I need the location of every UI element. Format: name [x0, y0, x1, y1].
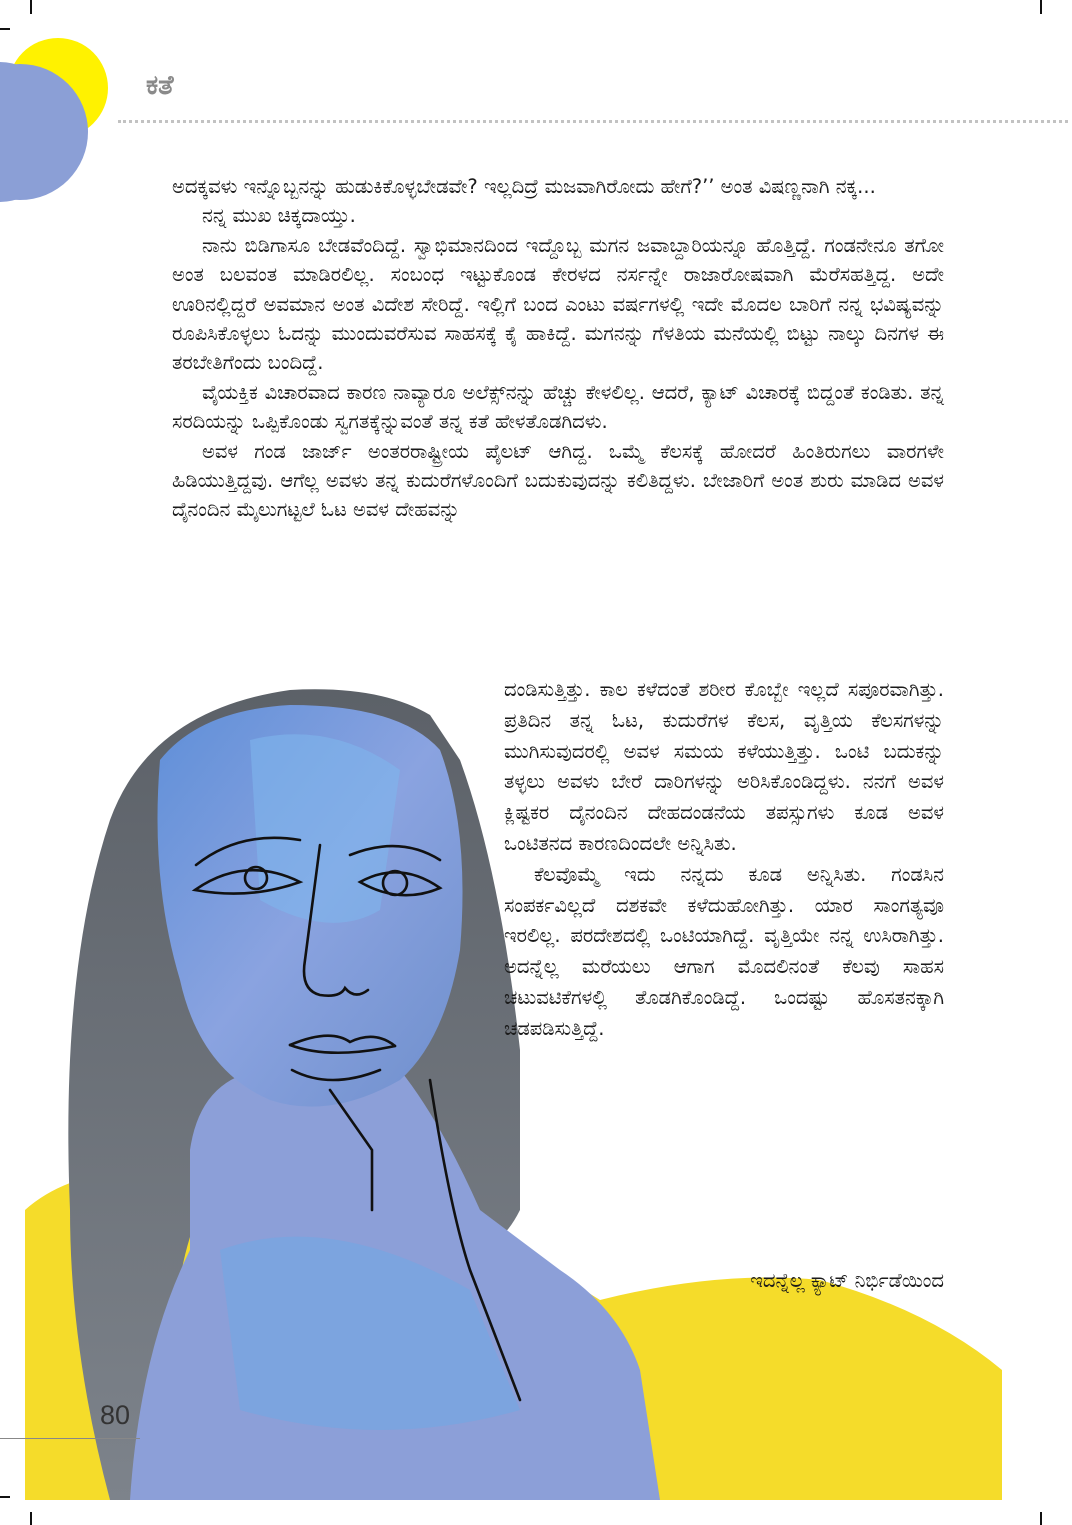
- page-number-rule: [0, 1438, 140, 1439]
- paragraph: ದಂಡಿಸುತ್ತಿತ್ತು. ಕಾಲ ಕಳೆದಂತೆ ಶರೀರ ಕೊಬ್ಬೇ ಇಲ್ಲದೆ ಸಪೂರವಾಗಿತ್ತು. ಪ್ರತಿದಿನ ತನ್ನ ಓಟ, ಕುದುರೆಗಳ ಕೆಲಸ, ವೃತ್ತಿಯ ಕೆಲಸಗಳನ್ನು ಮುಗಿಸುವುದರಲ್ಲಿ ಅವಳ ಸಮಯ ಕಳೆಯುತ್ತಿತ್ತು. ಒಂಟಿ ಬದುಕನ್ನು ತಳ್ಳಲು ಅವಳು ಬೇರೆ ದಾರಿಗಳನ್ನು ಅರಿಸಿಕೊಂಡಿದ್ದಳು. ನನಗೆ ಅವಳ ಕ್ಲಿಷ್ಟಕರ ದೈನಂದಿನ ದೇಹದಂಡನೆಯ ತಪಸ್ಸುಗಳು ಕೂಡ ಅವಳ ಒಂಟಿತನದ ಕಾರಣದಿಂದಲೇ ಅನ್ನಿಸಿತು.: [504, 678, 944, 855]
- page-number: 80: [100, 1400, 131, 1430]
- paragraph: ಅದಕ್ಕವಳು ಇನ್ನೊಬ್ಬನನ್ನು ಹುಡುಕಿಕೊಳ್ಳಬೇಡವೇ? ಇಲ್ಲದಿದ್ರೆ ಮಜವಾಗಿರೋದು ಹೇಗೆ?’’ ಅಂತ ವಿಷಣ್ಣನಾಗಿ ನಕ್ಕ...: [172, 175, 876, 198]
- paragraph: ಕೆಲವೊಮ್ಮೆ ಇದು ನನ್ನದು ಕೂಡ ಅನ್ನಿಸಿತು. ಗಂಡಸಿನ ಸಂಪರ್ಕವಿಲ್ಲದೆ ದಶಕವೇ ಕಳೆದುಹೋಗಿತ್ತು. ಯಾರ ಸಾಂಗತ್ಯವೂ ಇರಲಿಲ್ಲ. ಪರದೇಶದಲ್ಲಿ ಒಂಟಿಯಾಗಿದ್ದೆ. ವೃತ್ತಿಯೇ ನನ್ನ ಉಸಿರಾಗಿತ್ತು. ಅದನ್ನೆಲ್ಲ ಮರೆಯಲು ಆಗಾಗ ಮೊದಲಿನಂತೆ ಕೆಲವು ಸಾಹಸ ಚಟುವಟಿಕೆಗಳಲ್ಲಿ ತೊಡಗಿಕೊಂಡಿದ್ದೆ. ಒಂದಷ್ಟು ಹೊಸತನಕ್ಕಾಗಿ ಚಡಪಡಿಸುತ್ತಿದ್ದೆ.: [504, 862, 944, 1040]
- header-circles-decoration: [0, 0, 140, 220]
- crop-mark-top-right: [1040, 0, 1042, 14]
- crop-mark-bottom-left: [30, 1512, 32, 1525]
- paragraph-continued: ಇದನ್ನೆಲ್ಲ ಕ್ಯಾಟ್ ನಿರ್ಭಿಡೆಯಿಂದ: [750, 1269, 944, 1292]
- paragraph: ವೈಯಕ್ತಿಕ ವಿಚಾರವಾದ ಕಾರಣ ನಾವ್ಯಾರೂ ಅಲೆಕ್ಸ್‌ನನ್ನು ಹೆಚ್ಚು ಕೇಳಲಿಲ್ಲ. ಆದರೆ, ಕ್ಯಾಟ್ ವಿಚಾರಕ್ಕೆ ಬಿದ್ದಂತೆ ಕಂಡಿತು. ತನ್ನ ಸರದಿಯನ್ನು ಒಪ್ಪಿಕೊಂಡು ಸ್ವಗತಕ್ಕೆನ್ನುವಂತೆ ತನ್ನ ಕತೆ ಹೇಳತೊಡಗಿದಳು.: [172, 380, 944, 434]
- header-dotted-rule: [118, 120, 1068, 123]
- paragraph: ಅವಳ ಗಂಡ ಜಾರ್ಜ್ ಅಂತರರಾಷ್ಟ್ರೀಯ ಪೈಲಟ್ ಆಗಿದ್ದ. ಒಮ್ಮೆ ಕೆಲಸಕ್ಕೆ ಹೋದರೆ ಹಿಂತಿರುಗಲು ವಾರಗಳೇ ಹಿಡಿಯುತ್ತಿದ್ದವು. ಆಗೆಲ್ಲ ಅವಳು ತನ್ನ ಕುದುರೆಗಳೊಂದಿಗೆ ಬದುಕುವುದನ್ನು ಕಲಿತಿದ್ದಳು. ಬೇಜಾರಿಗೆ ಅಂತ ಶುರು ಮಾಡಿದ ಅವಳ ದೈನಂದಿನ ಮೈಲುಗಟ್ಟಲೆ ಓಟ ಅವಳ ದೇಹವನ್ನು: [172, 439, 944, 522]
- crop-mark-bottom-right: [1040, 1512, 1042, 1525]
- story-body-top: [172, 172, 944, 525]
- section-title: ಕತೆ: [146, 70, 174, 101]
- paragraph: ನನ್ನ ಮುಖ ಚಿಕ್ಕದಾಯ್ತು.: [202, 204, 356, 228]
- story-body-right-column: [504, 675, 944, 1045]
- face-highlight: [250, 734, 400, 923]
- paragraph: ನಾನು ಬಿಡಿಗಾಸೂ ಬೇಡವೆಂದಿದ್ದೆ. ಸ್ವಾಭಿಮಾನದಿಂದ ಇದ್ದೊಬ್ಬ ಮಗನ ಜವಾಬ್ದಾರಿಯನ್ನೂ ಹೊತ್ತಿದ್ದೆ. ಗಂಡನೇನೂ ತಗೋ ಅಂತ ಬಲವಂತ ಮಾಡಿರಲಿಲ್ಲ. ಸಂಬಂಧ ಇಟ್ಟುಕೊಂಡ ಕೇರಳದ ನರ್ಸನ್ನೇ ರಾಜಾರೋಷವಾಗಿ ಮೆರೆಸಹತ್ತಿದ್ದ. ಅದೇ ಊರಿನಲ್ಲಿದ್ದರೆ ಅವಮಾನ ಅಂತ ವಿದೇಶ ಸೇರಿದ್ದೆ. ಇಲ್ಲಿಗೆ ಬಂದ ಎಂಟು ವರ್ಷಗಳಲ್ಲಿ ಇದೇ ಮೊದಲ ಬಾರಿಗೆ ನನ್ನ ಭವಿಷ್ಯವನ್ನು ರೂಪಿಸಿಕೊಳ್ಳಲು ಓದನ್ನು ಮುಂದುವರೆಸುವ ಸಾಹಸಕ್ಕೆ ಕೈ ಹಾಕಿದ್ದೆ. ಮಗನನ್ನು ಗೆಳತಿಯ ಮನೆಯಲ್ಲಿ ಬಿಟ್ಟು ನಾಲ್ಕು ದಿನಗಳ ಈ ತರಬೇತಿಗೆಂದು ಬಂದಿದ್ದೆ.: [172, 233, 944, 375]
